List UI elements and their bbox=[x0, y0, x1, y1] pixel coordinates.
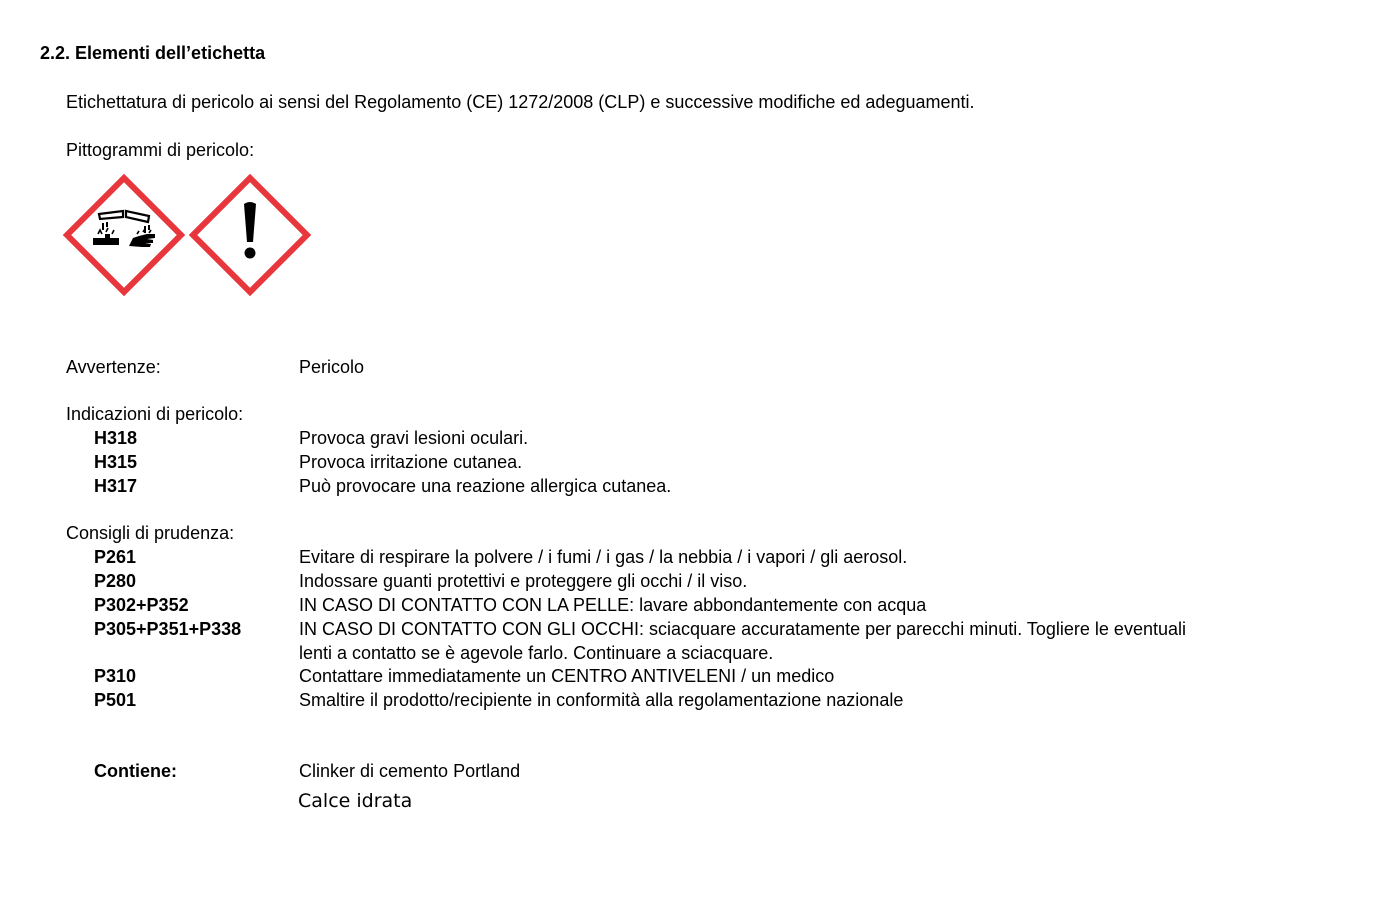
hazard-statements-label: Indicazioni di pericolo: bbox=[66, 404, 244, 424]
intro-text: Etichettatura di pericolo ai sensi del Regolamento (CE) 1272/2008 (CLP) e successive modifiche ed adeguamenti. bbox=[66, 92, 975, 112]
precaution-text-p261: Evitare di respirare la polvere / i fumi / i gas / la nebbia / i vapori / gli aerosol. bbox=[299, 547, 908, 567]
pictograms-label: Pittogrammi di pericolo: bbox=[66, 140, 255, 160]
precaution-code-p310: P310 bbox=[94, 666, 137, 686]
precaution-text-p501: Smaltire il prodotto/recipiente in conformità alla regolamentazione nazionale bbox=[299, 690, 904, 710]
precaution-text-p305-p351-p338-continued: lenti a contatto se è agevole farlo. Continuare a sciacquare. bbox=[299, 643, 774, 663]
precaution-code-p280: P280 bbox=[94, 571, 137, 591]
precautionary-statements-label: Consigli di prudenza: bbox=[66, 523, 235, 543]
signal-word-label: Avvertenze: bbox=[66, 357, 161, 377]
precaution-code-p261: P261 bbox=[94, 547, 137, 567]
hazard-code-h315: H315 bbox=[94, 452, 138, 472]
precaution-code-p501: P501 bbox=[94, 690, 137, 710]
hazard-text-h317: Può provocare una reazione allergica cutanea. bbox=[299, 476, 672, 496]
corrosion-pictogram-icon bbox=[63, 174, 185, 296]
contains-label: Contiene: bbox=[94, 761, 177, 781]
hazard-code-h317: H317 bbox=[94, 476, 138, 496]
precaution-text-p305-p351-p338: IN CASO DI CONTATTO CON GLI OCCHI: sciacquare accuratamente per parecchi minuti. Togliere le eventuali bbox=[299, 619, 1186, 639]
precaution-text-p310: Contattare immediatamente un CENTRO ANTIVELENI / un medico bbox=[299, 666, 835, 686]
section-heading: 2.2. Elementi dell’etichetta bbox=[40, 43, 266, 63]
precaution-code-p305-p351-p338: P305+P351+P338 bbox=[94, 619, 242, 639]
contains-value-clinker: Clinker di cemento Portland bbox=[299, 761, 521, 781]
hazard-text-h318: Provoca gravi lesioni oculari. bbox=[299, 428, 529, 448]
signal-word-value: Pericolo bbox=[299, 357, 365, 377]
contains-value-calce: Calce idrata bbox=[298, 790, 413, 812]
precaution-text-p280: Indossare guanti protettivi e proteggere gli occhi / il viso. bbox=[299, 571, 748, 591]
precaution-code-p302-p352: P302+P352 bbox=[94, 595, 189, 615]
exclamation-mark-pictogram-icon bbox=[189, 174, 311, 296]
hazard-code-h318: H318 bbox=[94, 428, 138, 448]
hazard-text-h315: Provoca irritazione cutanea. bbox=[299, 452, 523, 472]
precaution-text-p302-p352: IN CASO DI CONTATTO CON LA PELLE: lavare abbondantemente con acqua bbox=[299, 595, 927, 615]
